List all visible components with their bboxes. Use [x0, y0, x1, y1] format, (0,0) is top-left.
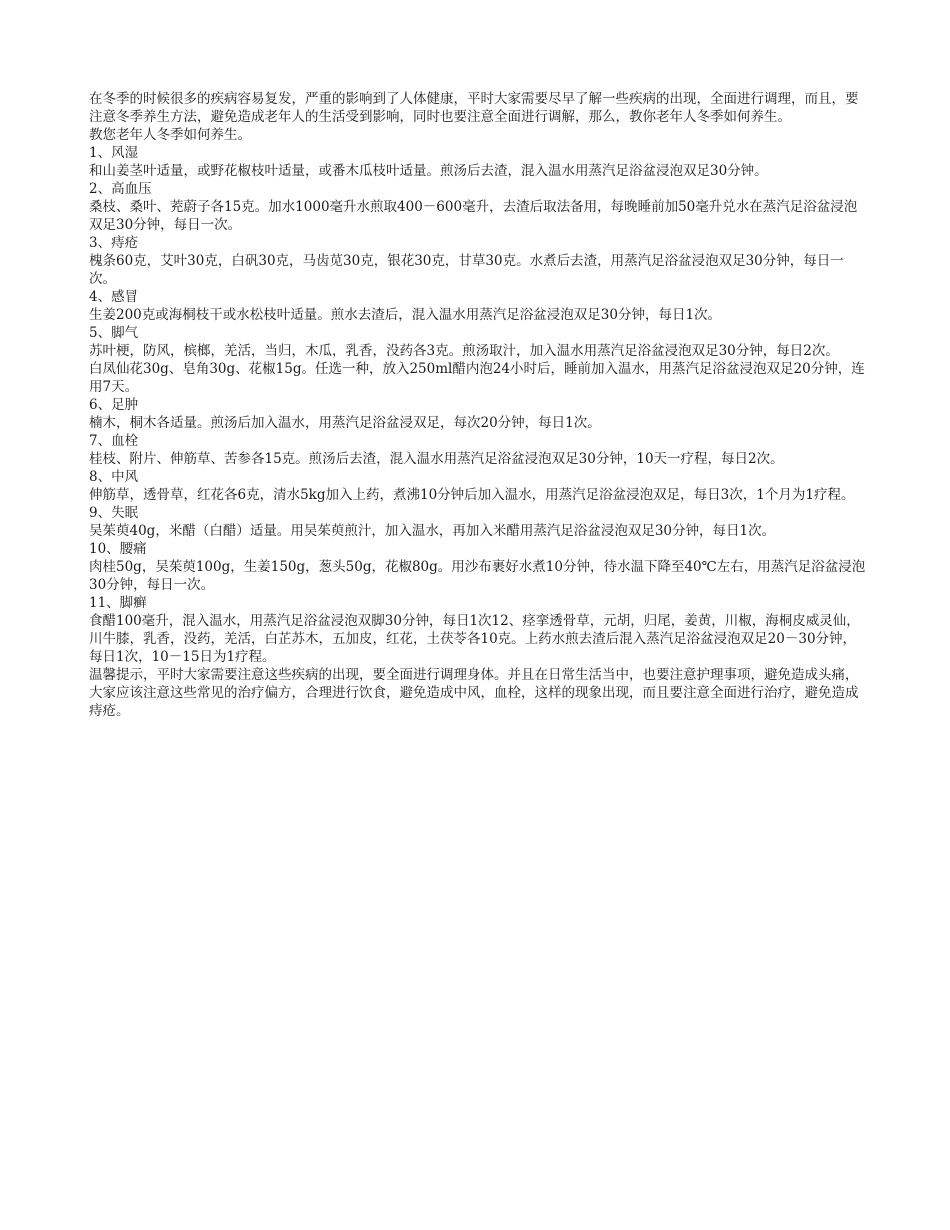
section-body-hypertension: 桑枝、桑叶、茺蔚子各15克。加水1000毫升水煎取400－600毫升，去渣后取法备用，每晚睡前加50毫升兑水在蒸汽足浴盆浸泡双足30分钟，每日一次。 — [89, 199, 858, 233]
section-body-hemorrhoids: 槐条60克，艾叶30克，白矾30克，马齿苋30克，银花30克，甘草30克。水煮后去渣，用蒸汽足浴盆浸泡双足30分钟，每日一次。 — [89, 253, 844, 287]
closing-paragraph: 温馨提示，平时大家需要注意这些疾病的出现，要全面进行调理身体。并且在日常生活当中，也要注意护理事项，避免造成头痛，大家应该注意这些常见的治疗偏方，合理进行饮食，避免造成中风，血栓，这样的现象出现，而且要注意全面进行治疗，避免造成痔疮。 — [89, 667, 859, 719]
section-body-foot-swelling: 楠木，桐木各适量。煎汤后加入温水，用蒸汽足浴盆浸双足，每次20分钟，每日1次。 — [89, 415, 601, 431]
section-body-rheumatism: 和山姜茎叶适量，或野花椒枝叶适量，或番木瓜枝叶适量。煎汤后去渣，混入温水用蒸汽足浴盆浸泡双足30分钟。 — [89, 163, 768, 179]
section-heading-back-pain: 10、腰痛 — [89, 541, 147, 557]
section-body-insomnia: 吴茱萸40g，米醋（白醋）适量。用吴茱萸煎汁，加入温水，再加入米醋用蒸汽足浴盆浸泡双足30分钟，每日1次。 — [89, 523, 776, 539]
section-heading-foot-swelling: 6、足肿 — [89, 397, 139, 413]
document-title: 教您老年人冬季如何养生。 — [89, 127, 251, 143]
section-body-back-pain: 肉桂50g，吴茱萸100g，生姜150g，葱头50g，花椒80g。用沙布裹好水煮10分钟，待水温下降至40℃左右，用蒸汽足浴盆浸泡30分钟，每日一次。 — [89, 559, 866, 593]
section-body-stroke: 伸筋草，透骨草，红花各6克，清水5kg加入上药，煮沸10分钟后加入温水，用蒸汽足浴盆浸泡双足，每日3次，1个月为1疗程。 — [89, 487, 855, 503]
section-body-thrombosis: 桂枝、附片、伸筋草、苦参各15克。煎汤后去渣，混入温水用蒸汽足浴盆浸泡双足30分钟，10天一疗程，每日2次。 — [89, 451, 784, 467]
section-body-beriberi-1: 苏叶梗，防风，槟榔，羌活，当归，木瓜，乳香，没药各3克。煎汤取汁，加入温水用蒸汽足浴盆浸泡双足30分钟，每日2次。 — [89, 343, 839, 359]
section-heading-beriberi: 5、脚气 — [89, 325, 139, 341]
section-body-beriberi-2: 白凤仙花30g、皂角30g、花椒15g。任选一种，放入250ml醋内泡24小时后，睡前加入温水，用蒸汽足浴盆浸泡双足20分钟，连用7天。 — [89, 361, 865, 395]
section-body-cold: 生姜200克或海桐枝干或水松枝叶适量。煎水去渣后，混入温水用蒸汽足浴盆浸泡双足30分钟，每日1次。 — [89, 307, 722, 323]
section-heading-athletes-foot: 11、脚癣 — [89, 595, 147, 611]
section-heading-cold: 4、感冒 — [89, 289, 139, 305]
section-heading-insomnia: 9、失眠 — [89, 505, 139, 521]
section-heading-stroke: 8、中风 — [89, 469, 139, 485]
section-heading-rheumatism: 1、风湿 — [89, 145, 139, 161]
intro-paragraph: 在冬季的时候很多的疾病容易复发，严重的影响到了人体健康，平时大家需要尽早了解一些疾病的出现，全面进行调理，而且，要注意冬季养生方法，避免造成老年人的生活受到影响，同时也要注意全面进行调解，那么，教你老年人冬季如何养生。 — [89, 91, 859, 125]
section-body-athletes-foot: 食醋100毫升，混入温水，用蒸汽足浴盆浸泡双脚30分钟，每日1次12、痉挛透骨草，元胡，归尾，姜黄，川椒，海桐皮威灵仙，川牛膝，乳香，没药，羌活，白芷苏木，五加皮，红花，土茯苓各10克。上药水煎去渣后混入蒸汽足浴盆浸泡双足20－30分钟，每日1次，10－15日为1疗程。 — [89, 613, 860, 665]
section-heading-thrombosis: 7、血栓 — [89, 433, 139, 449]
document-body — [89, 90, 869, 720]
section-heading-hemorrhoids: 3、痔疮 — [89, 235, 139, 251]
section-heading-hypertension: 2、高血压 — [89, 181, 152, 197]
